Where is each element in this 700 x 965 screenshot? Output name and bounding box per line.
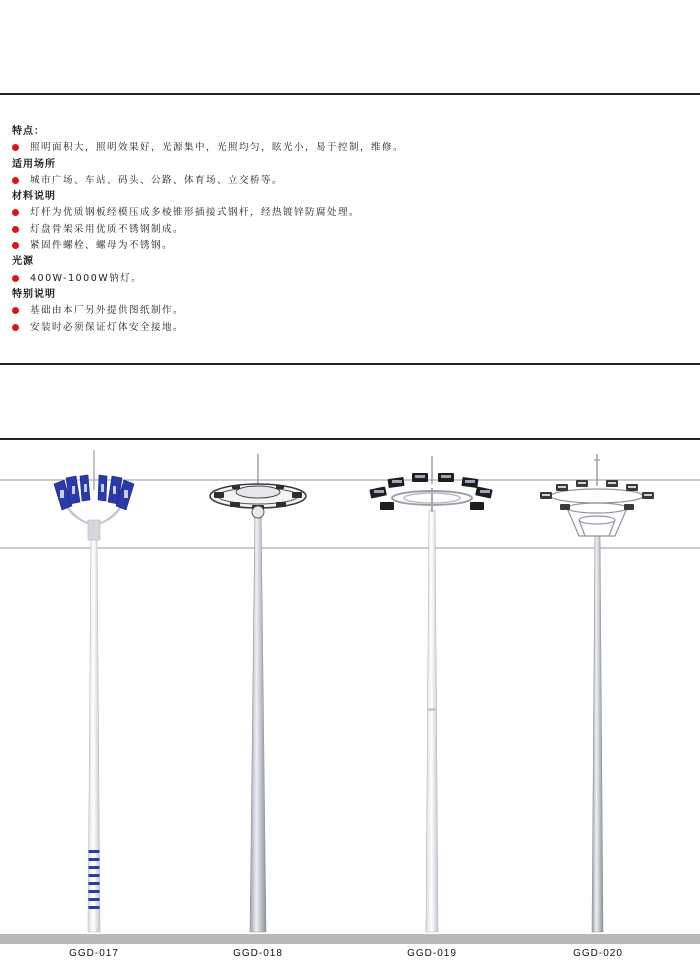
spec-heading: 光源: [12, 256, 34, 268]
spec-section: [12, 124, 692, 336]
spec-item-text: 灯杆为优质钢板经模压成多棱锥形插接式钢杆，经热镀锌防腐处理。: [30, 207, 361, 219]
spec-item: [12, 173, 692, 189]
bullet-icon: [12, 144, 19, 151]
ground-strip: [0, 934, 700, 944]
spec-item-text: 灯盘骨架采用优质不锈钢制成。: [30, 223, 185, 235]
pole-ggd-019: [369, 456, 492, 932]
spec-item-text: 紧固件螺栓、螺母为不锈钢。: [30, 240, 174, 252]
spec-item: [12, 222, 692, 238]
pole-ggd-018: [210, 454, 306, 932]
bullet-icon: [12, 226, 19, 233]
pole-ggd-020: [540, 454, 654, 932]
bullet-icon: [12, 307, 19, 314]
spec-heading: 特点：: [12, 126, 45, 137]
spec-item-text: 400W-1000W钠灯。: [30, 272, 143, 284]
caption-ggd-020: GGD-020: [573, 948, 623, 959]
pole-ggd-017: [54, 450, 134, 932]
spec-item-text: 城市广场、车站、码头、公路、体育场、立交桥等。: [30, 174, 284, 186]
bullet-icon: [12, 242, 19, 249]
bullet-icon: [12, 275, 19, 282]
bullet-icon: [12, 324, 19, 331]
caption-ggd-017: GGD-017: [69, 948, 119, 959]
spec-item: [12, 140, 692, 156]
caption-ggd-019: GGD-019: [407, 948, 457, 959]
spec-item: [12, 205, 692, 221]
spec-item-text: 安装时必须保证灯体安全接地。: [30, 321, 185, 333]
bullet-icon: [12, 209, 19, 216]
spec-item: [12, 271, 692, 287]
top-rule: [0, 93, 700, 95]
bullet-icon: [12, 177, 19, 184]
spec-item-text: 基础由本厂另外提供图纸制作。: [30, 305, 185, 317]
poles-illustration: [0, 440, 700, 965]
spec-heading: 特别说明: [12, 288, 56, 300]
spec-item: [12, 238, 692, 254]
product-gallery: [0, 440, 700, 965]
spec-item: [12, 320, 692, 336]
caption-ggd-018: GGD-018: [233, 948, 283, 959]
spec-item: [12, 303, 692, 319]
spec-heading: 材料说明: [12, 191, 56, 203]
spec-item-text: 照明面积大，照明效果好，光源集中，光照均匀，眩光小，易于控制，维修。: [30, 142, 405, 154]
middle-rule: [0, 363, 700, 365]
spec-heading: 适用场所: [12, 158, 56, 170]
